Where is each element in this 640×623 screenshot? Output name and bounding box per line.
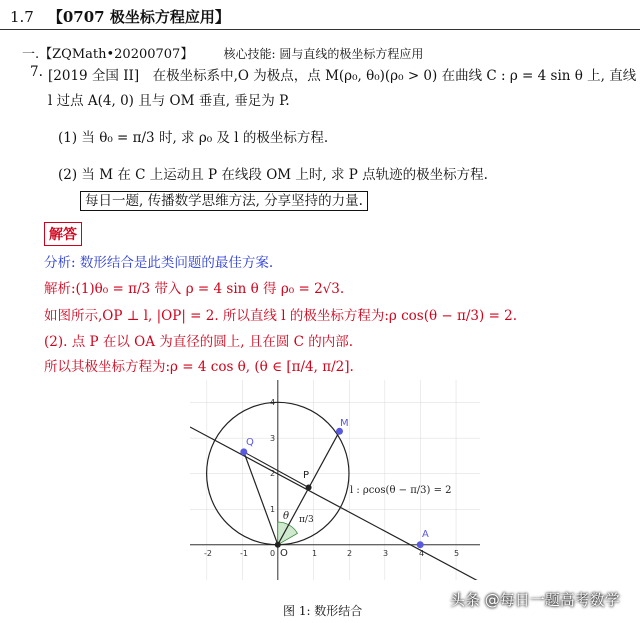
problem-tag: 一.【ZQMath•20200707】 [22, 47, 194, 62]
point-q [240, 448, 247, 455]
x-tick: -1 [240, 549, 248, 558]
section-heading [10, 6, 230, 27]
problem-part-1: (1) 当 θ₀ = π/3 时, 求 ρ₀ 及 l 的极坐标方程. [58, 130, 329, 146]
figure-caption: 图 1: 数形结合 [283, 604, 363, 618]
solution-step-4: 所以其极坐标方程为:ρ = 4 cos θ, (θ ∈ [π/4, π/2]. [44, 359, 354, 375]
section-number: 1.7 [10, 8, 34, 26]
x-tick: 0 [270, 549, 276, 558]
solution-step-1: 解析:(1)θ₀ = π/3 带入 ρ = 4 sin θ 得 ρ₀ = 2√3. [44, 281, 345, 297]
section-title: 【0707 极坐标方程应用】 [47, 8, 230, 26]
motto-box: 每日一题, 传播数学思维方法, 分享坚持的力量. [80, 191, 368, 211]
figure-graph [190, 380, 480, 580]
problem-header [22, 43, 423, 62]
core-skill: 核心技能: 圆与直线的极坐标方程应用 [223, 47, 424, 61]
y-tick: 1 [270, 505, 276, 514]
problem-part-2: (2) 当 M 在 C 上运动且 P 在线段 OM 上时, 求 P 点轨迹的极坐标方程. [58, 167, 488, 183]
analysis-line: 分析: 数形结合是此类问题的最佳方案. [44, 255, 274, 271]
point-p [306, 485, 312, 491]
grid-background [190, 380, 480, 580]
y-tick: 3 [270, 434, 276, 443]
x-tick: -2 [204, 549, 212, 558]
point-o [275, 542, 281, 548]
answer-label: 解答 [44, 222, 82, 246]
label-p: P [303, 470, 310, 481]
point-a [417, 541, 424, 548]
solution-step-2: 如图所示,OP ⊥ l, |OP| = 2. 所以直线 l 的极坐标方程为:ρ cos(θ − π/3) = 2. [44, 308, 518, 324]
x-tick: 5 [454, 549, 460, 558]
x-tick: 3 [383, 549, 389, 558]
y-tick: 4 [270, 398, 276, 407]
angle-value: π/3 [299, 515, 314, 525]
y-tick: 2 [270, 469, 276, 478]
problem-line-1: [2019 全国 II] 在极坐标系中,O 为极点，点 M(ρ₀, θ₀)(ρ₀ > 0) 在曲线 C : ρ = 4 sin θ 上, 直线 [48, 68, 637, 84]
line-equation: l : ρcos(θ − π/3) = 2 [350, 485, 452, 496]
label-m: M [340, 418, 349, 429]
x-tick: 2 [347, 549, 353, 558]
x-tick: 4 [419, 549, 425, 558]
x-tick: 1 [312, 549, 318, 558]
watermark: 头条 @每日一题高考数学 [450, 591, 620, 609]
label-q: Q [246, 437, 254, 448]
divider [0, 29, 640, 30]
angle-theta: θ [283, 511, 290, 522]
problem-number: 7. [30, 64, 43, 80]
label-a: A [422, 529, 429, 540]
problem-line-2: l 过点 A(4, 0) 且与 OM 垂直, 垂足为 P. [48, 93, 290, 109]
label-o: O [280, 548, 288, 559]
solution-step-3: (2). 点 P 在以 OA 为直径的圆上, 且在圆 C 的内部. [44, 334, 354, 350]
